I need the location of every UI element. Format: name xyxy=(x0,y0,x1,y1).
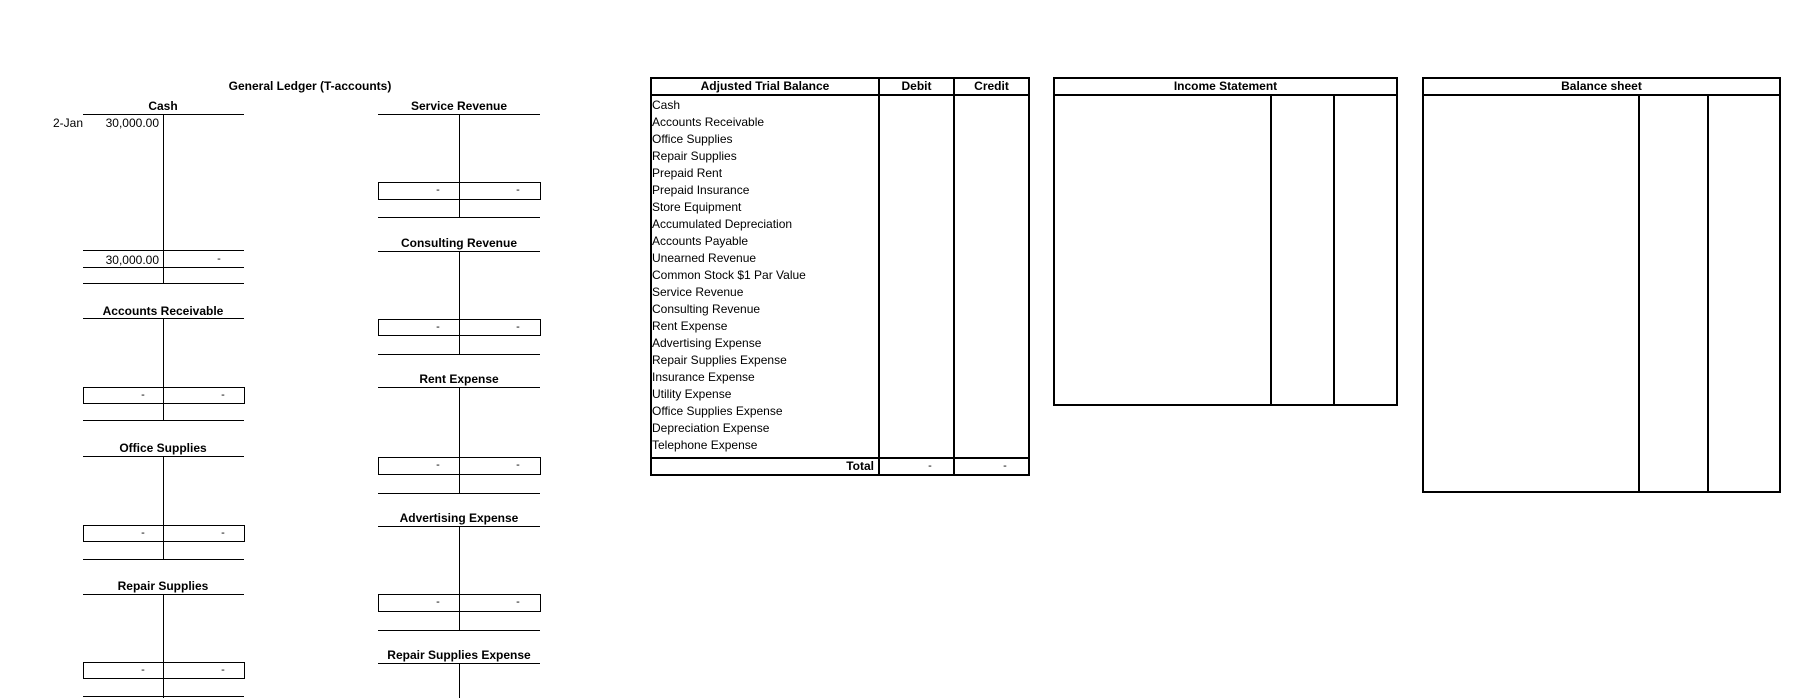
total-label: Total xyxy=(846,459,874,473)
t-account-title: Repair Supplies Expense xyxy=(387,648,531,662)
total-debit: - xyxy=(141,664,145,676)
t-account-title: Cash xyxy=(148,99,178,113)
t-account-title: Repair Supplies xyxy=(117,579,209,593)
account-row: Depreciation Expense xyxy=(652,421,770,435)
account-row: Prepaid Rent xyxy=(652,166,723,180)
ledger-title: General Ledger (T-accounts) xyxy=(228,79,392,93)
entry-date: 2-Jan xyxy=(53,116,84,130)
account-row: Insurance Expense xyxy=(652,370,755,384)
balance-sheet-title: Balance sheet xyxy=(1561,79,1642,93)
t-account-title: Service Revenue xyxy=(410,99,508,113)
income-statement-title: Income Statement xyxy=(1173,79,1278,93)
account-row: Accounts Payable xyxy=(652,234,749,248)
t-account-title: Accounts Receivable xyxy=(102,304,224,318)
account-row: Store Equipment xyxy=(652,200,742,214)
total-credit: - xyxy=(221,664,225,676)
account-row: Repair Supplies xyxy=(652,149,737,163)
total-debit: - xyxy=(141,527,145,539)
account-row: Service Revenue xyxy=(652,285,744,299)
account-row: Rent Expense xyxy=(652,319,728,333)
credit-header: Credit xyxy=(974,79,1009,93)
total-credit: - xyxy=(516,321,520,333)
account-row: Telephone Expense xyxy=(652,438,758,452)
total-debit: - xyxy=(436,321,440,333)
account-row: Consulting Revenue xyxy=(652,302,761,316)
total-debit: - xyxy=(436,596,440,608)
debit-header: Debit xyxy=(901,79,932,93)
total-debit: 30,000.00 xyxy=(105,253,159,267)
total-credit: - xyxy=(221,527,225,539)
total-debit: - xyxy=(436,184,440,196)
t-account-title: Rent Expense xyxy=(419,372,499,386)
total-credit: - xyxy=(516,184,520,196)
total-credit: - xyxy=(217,253,221,265)
account-row: Repair Supplies Expense xyxy=(652,353,787,367)
account-row: Advertising Expense xyxy=(652,336,762,350)
account-row: Cash xyxy=(652,98,681,112)
entry-amount: 30,000.00 xyxy=(105,116,159,130)
account-row: Common Stock $1 Par Value xyxy=(652,268,806,282)
t-account-title: Consulting Revenue xyxy=(400,236,517,250)
account-row: Prepaid Insurance xyxy=(652,183,750,197)
total-credit: - xyxy=(1003,460,1007,472)
total-credit: - xyxy=(221,389,225,401)
trial-balance-title: Adjusted Trial Balance xyxy=(700,79,830,93)
total-credit: - xyxy=(516,459,520,471)
total-debit: - xyxy=(928,460,932,472)
account-row: Office Supplies xyxy=(652,132,733,146)
t-account-title: Advertising Expense xyxy=(399,511,519,525)
total-debit: - xyxy=(436,459,440,471)
account-row: Office Supplies Expense xyxy=(652,404,783,418)
account-row: Utility Expense xyxy=(652,387,732,401)
total-debit: - xyxy=(141,389,145,401)
account-row: Accumulated Depreciation xyxy=(652,217,793,231)
total-credit: - xyxy=(516,596,520,608)
account-row: Accounts Receivable xyxy=(652,115,765,129)
t-account-title: Office Supplies xyxy=(119,441,207,455)
account-row: Unearned Revenue xyxy=(652,251,757,265)
